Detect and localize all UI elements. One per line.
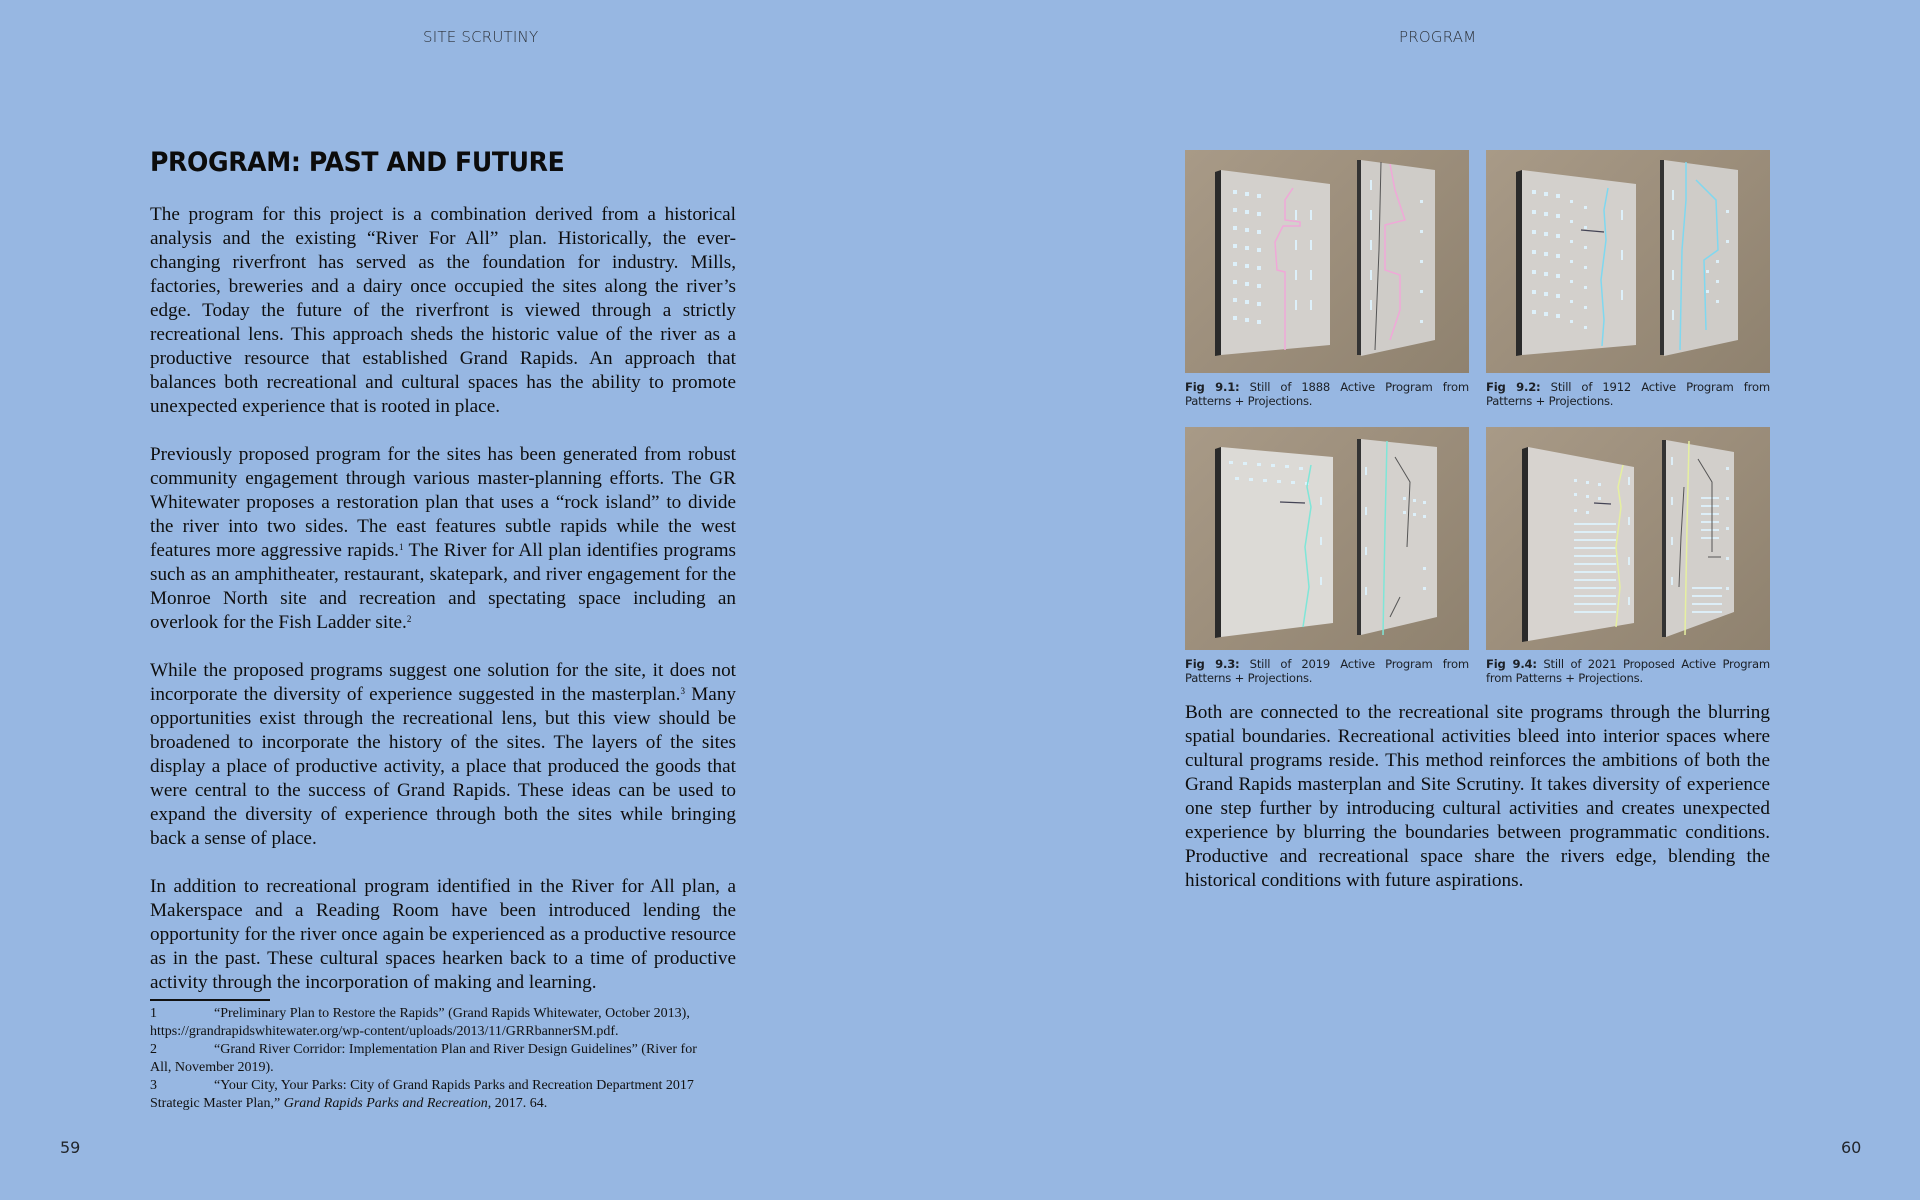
footnote-text: “Your City, Your Parks: City of Grand Rapids Parks and Recreation Department 2017 (214, 1078, 694, 1093)
projection-panels-image (1486, 427, 1770, 650)
footnote-ref-3[interactable]: 3 (680, 686, 685, 696)
text-run: Strategic Master Plan,” (150, 1096, 284, 1111)
text-run: Previously proposed program for the sites has been generated from robust community engagement through various master-planning efforts. The GR Whitewater proposes a restoration plan that uses a “rock island” to divide the river into two sides. The east features subtle rapids while the west features more aggressive rapids. (150, 444, 736, 561)
figure-9-3 (1185, 427, 1469, 685)
footnote-text: “Grand River Corridor: Implementation Plan and River Design Guidelines” (River for (214, 1042, 697, 1057)
projection-panels-image (1486, 150, 1770, 373)
footnotes (150, 1005, 736, 1113)
footnote-number: 3 (150, 1078, 157, 1093)
page-number-right: 60 (1841, 1138, 1862, 1157)
text-run: The River for All plan identifies programs such as an amphitheater, restaurant, skatepark, and river engagement for the Monroe North site and recreation and spectating space including an overlook for the Fish Ladder site. (150, 540, 736, 633)
body-paragraph-3 (150, 659, 736, 851)
text-run: While the proposed programs suggest one solution for the site, it does not incorporate the diversity of experience suggested in the masterplan. (150, 660, 736, 705)
running-header-left: SITE SCRUTINY (423, 28, 539, 46)
body-paragraph-2 (150, 443, 736, 635)
figure-caption (1185, 380, 1469, 408)
footnote-2-cont: All, November 2019). (150, 1060, 274, 1075)
projection-panels-image (1185, 150, 1469, 373)
footnote-3 (150, 1077, 736, 1095)
footnote-divider (150, 999, 270, 1001)
footnote-1-url[interactable]: https://grandrapidswhitewater.org/wp-content/uploads/2013/11/GRRbannerSM.pdf. (150, 1024, 619, 1039)
footnote-text: “Preliminary Plan to Restore the Rapids” (Grand Rapids Whitewater, October 2013), (214, 1006, 690, 1021)
photo-2021-proposed-projection (1486, 427, 1770, 650)
body-paragraph-1: The program for this project is a combination derived from a historical analysis and the existing “River For All” plan. Historically, the ever-changing riverfront has served as the foundation for industry. Mills, factories, breweries and a dairy once occupied the sites along the river’s edge. Today the future of the riverfront is viewed through a strictly recreational lens. This approach sheds the historic value of the river as a productive resource that established Grand Rapids. An approach that balances both recreational and cultural spaces has the ability to promote unexpected experience that is rooted in place. (150, 204, 736, 417)
photo-2019-projection (1185, 427, 1469, 650)
figure-label: Fig 9.1: (1185, 380, 1240, 394)
text-run: Many opportunities exist through the recreational lens, but this view should be broadened to incorporate the history of the sites. The layers of the sites display a place of productive activity, a place that produced the goods that were central to the success of Grand Rapids. These ideas can be used to expand the diversity of experience through both the sites while bringing back a sense of place. (150, 684, 737, 849)
figure-9-4 (1486, 427, 1770, 685)
figure-caption (1185, 657, 1469, 685)
figure-label: Fig 9.2: (1486, 380, 1541, 394)
figure-caption (1486, 380, 1770, 408)
footnote-ref-1[interactable]: 1 (398, 542, 404, 552)
publication-title: Grand Rapids Parks and Recreation (283, 1096, 488, 1111)
page-number-left: 59 (60, 1138, 81, 1157)
caption-text: Still of 2019 Active Program from Patterns + Projections. (1185, 657, 1469, 685)
figure-label: Fig 9.4: (1486, 657, 1537, 671)
running-header-right: PROGRAM (1399, 28, 1477, 46)
figure-caption (1486, 657, 1770, 685)
footnote-number: 2 (150, 1042, 157, 1057)
body-paragraph-right: Both are connected to the recreational site programs through the blurring spatial boundaries. Recreational activities bleed into interior spaces where cultural programs reside. This method reinforces the ambitions of both the Grand Rapids masterplan and Site Scrutiny. It takes diversity of experience one step further by introducing cultural activities and creates unexpected experience by blurring the boundaries between programmatic conditions. Productive and recreational space share the rivers edge, blending the historical conditions with future aspirations. (1185, 702, 1770, 891)
page-title: PROGRAM: PAST AND FUTURE (150, 147, 565, 178)
text-run: , 2017. 64. (487, 1096, 548, 1111)
caption-text: Still of 2021 Proposed Active Program from Patterns + Projections. (1486, 657, 1770, 685)
photo-1888-projection (1185, 150, 1469, 373)
footnote-1 (150, 1005, 736, 1023)
photo-1912-projection (1486, 150, 1770, 373)
caption-text: Still of 1912 Active Program from Patterns + Projections. (1486, 380, 1770, 408)
footnote-3-cont (150, 1095, 736, 1113)
left-page-content (150, 147, 736, 1113)
figure-9-2 (1486, 150, 1770, 408)
footnote-ref-2[interactable]: 2 (406, 614, 412, 624)
right-page-content (1185, 701, 1770, 917)
body-paragraph-4: In addition to recreational program identified in the River for All plan, a Makerspace and a Reading Room have been introduced lending the opportunity for the river once again be experienced as a productive resource as in the past. These cultural spaces hearken back to a time of productive activity through the incorporation of making and learning. (150, 876, 736, 993)
caption-text: Still of 1888 Active Program from Patterns + Projections. (1185, 380, 1469, 408)
figure-label: Fig 9.3: (1185, 657, 1240, 671)
figure-9-1 (1185, 150, 1469, 408)
footnote-2 (150, 1041, 736, 1059)
projection-panels-image (1185, 427, 1469, 650)
footnote-number: 1 (150, 1006, 157, 1021)
